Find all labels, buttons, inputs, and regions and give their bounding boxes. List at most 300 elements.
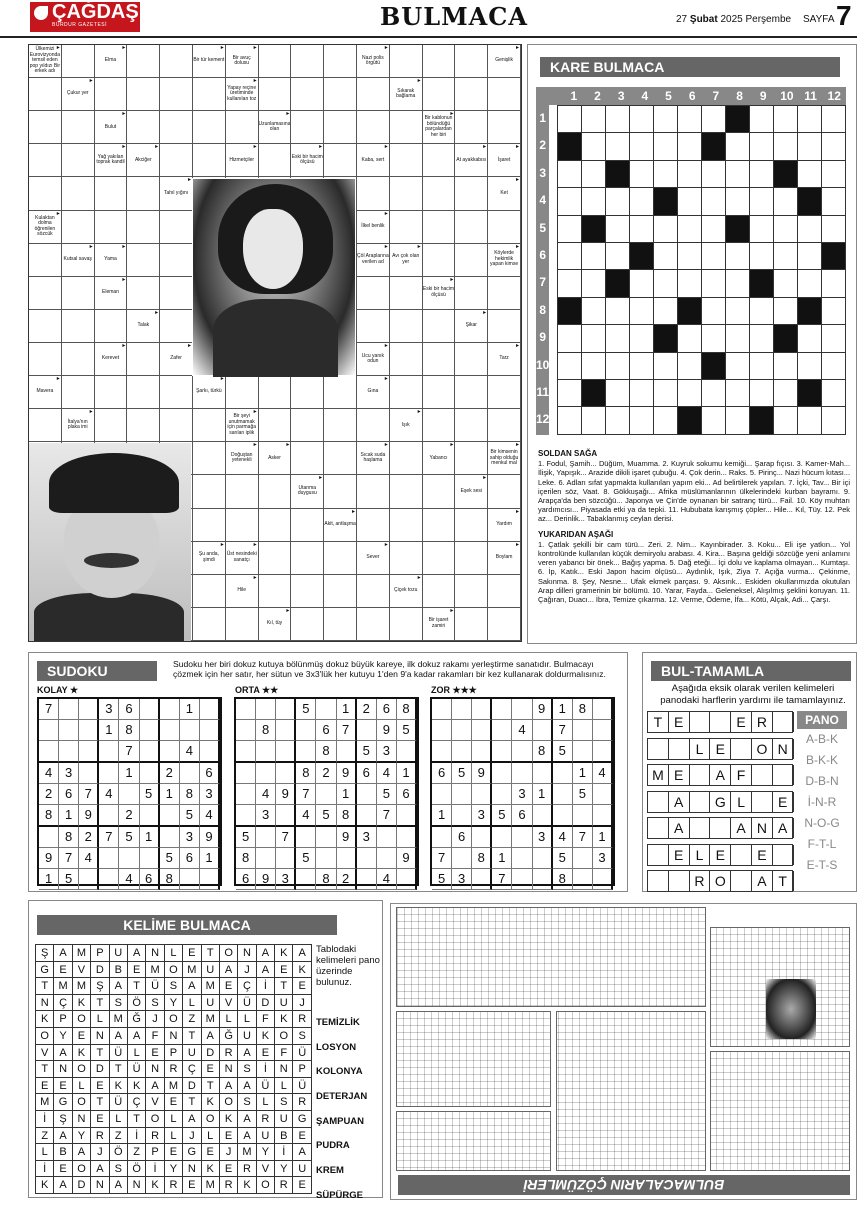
crossword-cell	[488, 277, 521, 310]
sudoku-cell	[593, 805, 613, 827]
kare-col-number: 4	[641, 89, 649, 103]
sudoku-cell: 7	[59, 848, 79, 869]
kelime-letter: L	[73, 1078, 91, 1095]
crossword-cell	[29, 144, 62, 177]
sudoku-cell	[573, 720, 593, 741]
kare-cell	[582, 298, 606, 325]
sudoku-cell: 5	[553, 741, 573, 763]
kelime-letter: N	[91, 1177, 109, 1194]
kelime-letter: L	[257, 1094, 275, 1111]
crossword-clue: Kıl, tüy ▸	[259, 608, 292, 641]
sudoku-cell: 4	[512, 720, 532, 741]
crossword-cell	[357, 78, 390, 111]
crossword-clue: İlkel benlik ▸	[357, 211, 390, 244]
crossword-cell	[291, 111, 324, 144]
kelime-letter: U	[238, 1028, 256, 1045]
kelime-instruction: Tablodaki kelimeleri pano üzerinde bulunuz.	[316, 944, 380, 988]
bul-cell	[731, 739, 752, 759]
crossword-clue: Yağ yakılan toprak kandil ▸	[95, 144, 128, 177]
crossword-clue: Mavera ▸	[29, 376, 62, 409]
sudoku-cell: 2	[357, 699, 377, 720]
crossword-cell	[95, 211, 128, 244]
kelime-letter: J	[293, 995, 311, 1012]
kelime-letter: E	[293, 1177, 311, 1194]
answer-crossword-2	[396, 1011, 551, 1107]
sudoku-cell: 4	[119, 869, 139, 890]
sudoku-cell	[337, 848, 357, 869]
kelime-letter: O	[146, 1111, 164, 1128]
sudoku-cell: 5	[377, 784, 397, 805]
kelime-letter: E	[220, 1161, 238, 1178]
kare-cell	[630, 325, 654, 352]
kare-cell	[774, 106, 798, 133]
crossword-cell	[390, 376, 423, 409]
crossword-cell	[62, 45, 95, 78]
crossword-clue: Eski bir hacim ölçüsü ▸	[423, 277, 456, 310]
crossword-clue: Şikar ▸	[455, 310, 488, 343]
sudoku-cell	[512, 741, 532, 763]
kare-cell	[750, 380, 774, 407]
sudoku-cell: 9	[200, 827, 220, 848]
kelime-letter: A	[238, 1128, 256, 1145]
kare-cell	[774, 298, 798, 325]
kelime-letter: G	[183, 1144, 201, 1161]
kelime-letter: Ü	[128, 1061, 146, 1078]
kare-cell	[822, 270, 846, 297]
kelime-letter: K	[110, 1078, 128, 1095]
crossword-cell	[455, 343, 488, 376]
bul-cell: E	[752, 845, 773, 865]
sudoku-cell: 5	[59, 869, 79, 890]
sudoku-cell	[357, 720, 377, 741]
sudoku-cell: 6	[119, 699, 139, 720]
crossword-cell	[423, 409, 456, 442]
crossword-clue: Sıkarak bağlama ▸	[390, 78, 423, 111]
sudoku-cell: 2	[316, 763, 336, 784]
kare-cell	[702, 216, 726, 243]
kelime-letter: N	[165, 1028, 183, 1045]
crossword-clue: Genişlik ▸	[488, 45, 521, 78]
bul-cell: L	[731, 792, 752, 812]
sudoku-cell	[79, 763, 99, 784]
crossword-cell	[29, 310, 62, 343]
kelime-letter: K	[275, 945, 293, 962]
kelime-letter: K	[73, 1045, 91, 1062]
bul-row	[647, 791, 793, 813]
kare-cell	[702, 298, 726, 325]
sudoku-cell	[452, 784, 472, 805]
sudoku-cell: 2	[119, 805, 139, 827]
sudoku-cell	[236, 699, 256, 720]
crossword-clue: Sıcak suda haşlama ▸	[357, 442, 390, 475]
sudoku-cell: 6	[397, 784, 417, 805]
kare-row-number: 8	[539, 302, 547, 317]
kare-row-number: 6	[539, 247, 547, 262]
kare-black-cell	[654, 188, 678, 215]
bul-cell: N	[752, 818, 773, 838]
kelime-letter: M	[202, 1011, 220, 1028]
crossword-cell	[390, 475, 423, 508]
bul-cell	[773, 765, 794, 785]
crossword-clue: Doğuştan yetenekli ▸	[226, 442, 259, 475]
crossword-cell	[160, 111, 193, 144]
kelime-letter: L	[238, 1011, 256, 1028]
sudoku-cell: 5	[452, 763, 472, 784]
sudoku-cell	[452, 699, 472, 720]
crossword-cell	[390, 343, 423, 376]
crossword-clue: Sever ▸	[357, 542, 390, 575]
crossword-cell	[62, 144, 95, 177]
bul-cell: A	[669, 792, 690, 812]
crossword-cell	[390, 111, 423, 144]
sudoku-cell	[79, 699, 99, 720]
crossword-cell	[160, 45, 193, 78]
kelime-letter: U	[257, 1128, 275, 1145]
bul-tamamla-section	[642, 652, 857, 892]
crossword-cell	[291, 376, 324, 409]
kelime-letter: A	[238, 1078, 256, 1095]
kare-black-cell	[606, 270, 630, 297]
crossword-cell	[29, 277, 62, 310]
kelime-letter: T	[275, 978, 293, 995]
kelime-letter: J	[91, 1144, 109, 1161]
bul-cell: A	[710, 765, 731, 785]
sudoku-cell	[79, 720, 99, 741]
pano-item: N-O-G	[804, 816, 840, 830]
sudoku-cell: 3	[533, 827, 553, 848]
sudoku-cell: 1	[140, 827, 160, 848]
crossword-cell	[291, 542, 324, 575]
kelime-letter: L	[91, 1011, 109, 1028]
sudoku-cell: 8	[337, 805, 357, 827]
sudoku-cell	[492, 784, 512, 805]
answer-sudoku-grids	[396, 907, 706, 1007]
crossword-cell	[193, 111, 226, 144]
crossword-clue: Kutsal savaş ▸	[62, 244, 95, 277]
kelime-letter: E	[293, 1128, 311, 1145]
kelime-letter: O	[165, 962, 183, 979]
sudoku-cell	[316, 848, 336, 869]
sudoku-cell: 6	[180, 848, 200, 869]
kare-cell	[654, 106, 678, 133]
sudoku-cell: 5	[397, 720, 417, 741]
crossword-cell	[455, 542, 488, 575]
sudoku-cell: 9	[397, 848, 417, 869]
sudoku-cell	[533, 720, 553, 741]
sudoku-cell: 6	[59, 784, 79, 805]
kelime-letter: S	[110, 1161, 128, 1178]
kelime-letter: K	[36, 1177, 54, 1194]
kelime-letter: L	[165, 1128, 183, 1145]
sudoku-section	[28, 652, 628, 892]
crossword-clue: Kerevet ▸	[95, 343, 128, 376]
logo-name: ÇAĞDAŞ	[52, 1, 139, 23]
kelime-letter: K	[257, 1028, 275, 1045]
kelime-letter: N	[146, 1061, 164, 1078]
kare-cell	[678, 243, 702, 270]
kare-cell	[822, 161, 846, 188]
crossword-clue: Uzunlamasına olan ▸	[259, 111, 292, 144]
crossword-cell	[357, 177, 390, 210]
kare-cell	[606, 380, 630, 407]
kare-cell	[582, 407, 606, 434]
answer-kare-grid	[710, 1051, 850, 1171]
crossword-cell	[62, 111, 95, 144]
crossword-cell	[95, 78, 128, 111]
sudoku-cell	[296, 741, 316, 763]
kelime-letter: U	[275, 1111, 293, 1128]
crossword-cell	[488, 409, 521, 442]
crossword-cell	[259, 575, 292, 608]
crossword-cell	[291, 575, 324, 608]
crossword-cell	[423, 376, 456, 409]
kelime-letter: E	[128, 962, 146, 979]
kelime-letter: A	[91, 1161, 109, 1178]
kelime-letter: D	[183, 1078, 201, 1095]
kelime-letter: A	[146, 1078, 164, 1095]
kare-col-number: 1	[570, 89, 578, 103]
bul-cell: N	[773, 739, 794, 759]
kare-black-cell	[798, 380, 822, 407]
kare-cell	[630, 353, 654, 380]
crossword-clue: At ayakkabısı ▸	[455, 144, 488, 177]
crossword-cell	[291, 509, 324, 542]
sudoku-cell	[452, 720, 472, 741]
sudoku-cell	[573, 869, 593, 890]
crossword-cell	[357, 608, 390, 641]
kelime-letter: K	[36, 1011, 54, 1028]
kare-cell	[654, 161, 678, 188]
kelime-letter: U	[202, 962, 220, 979]
kelime-letter: Y	[54, 1028, 72, 1045]
sudoku-cell: 1	[397, 763, 417, 784]
crossword-cell	[324, 144, 357, 177]
sudoku-cell: 9	[39, 848, 59, 869]
kelime-letter: K	[238, 1177, 256, 1194]
kelime-letter: Ş	[54, 1111, 72, 1128]
sudoku-cell	[140, 720, 160, 741]
sudoku-cell	[256, 699, 276, 720]
sudoku-title: SUDOKU	[37, 661, 157, 681]
kelime-letter: Z	[183, 1011, 201, 1028]
kelime-letter: Ç	[183, 1061, 201, 1078]
kare-col-number: 8	[736, 89, 743, 103]
yukaridan-title: YUKARIDAN AŞAĞI	[538, 529, 614, 539]
sudoku-cell	[397, 805, 417, 827]
kelime-letter: Ü	[238, 995, 256, 1012]
kare-row-number: 2	[539, 138, 547, 153]
kare-cell	[750, 133, 774, 160]
sudoku-cell: 3	[512, 784, 532, 805]
sudoku-cell: 6	[452, 827, 472, 848]
sudoku-cell: 8	[180, 784, 200, 805]
bul-cell: E	[669, 845, 690, 865]
kelime-letter: K	[202, 1094, 220, 1111]
kelime-letter: N	[275, 1061, 293, 1078]
sudoku-cell	[256, 763, 276, 784]
sudoku-cell	[553, 784, 573, 805]
kare-black-cell	[750, 270, 774, 297]
sudoku-cell: 6	[316, 720, 336, 741]
sudoku-cell	[79, 741, 99, 763]
bul-cell	[669, 871, 690, 891]
kelime-letter: A	[54, 1177, 72, 1194]
kare-cell	[822, 298, 846, 325]
kare-cell	[558, 380, 582, 407]
kelime-word: SÜPÜRGE	[316, 1189, 363, 1201]
bul-cell: M	[648, 765, 669, 785]
sudoku-cell: 1	[593, 827, 613, 848]
sudoku-cell	[512, 848, 532, 869]
kelime-letter: B	[54, 1144, 72, 1161]
kare-black-cell	[702, 353, 726, 380]
kelime-letter: N	[146, 945, 164, 962]
sudoku-cell	[316, 699, 336, 720]
kelime-letter: İ	[128, 1128, 146, 1145]
kelime-letter: Ş	[36, 945, 54, 962]
bul-cell: T	[773, 871, 794, 891]
crossword-cell	[324, 475, 357, 508]
kelime-letter: G	[36, 962, 54, 979]
sudoku-cell: 6	[512, 805, 532, 827]
kelime-letter: J	[183, 1128, 201, 1145]
kare-cell	[582, 270, 606, 297]
crossword-photo-man	[29, 443, 191, 641]
sudoku-cell	[140, 848, 160, 869]
kelime-letter: A	[220, 962, 238, 979]
sudoku-cell	[160, 741, 180, 763]
kelime-letter: P	[54, 1011, 72, 1028]
crossword-clue: Gına ▸	[357, 376, 390, 409]
sudoku-cell: 4	[99, 784, 119, 805]
crossword-clue: Bulut ▸	[95, 111, 128, 144]
crossword-cell	[455, 211, 488, 244]
kare-cell	[750, 188, 774, 215]
kelime-letter: A	[54, 1045, 72, 1062]
kelime-letter: E	[202, 1144, 220, 1161]
sudoku-cell: 9	[256, 869, 276, 890]
crossword-cell	[423, 177, 456, 210]
sudoku-cell	[236, 805, 256, 827]
kelime-letter: K	[293, 962, 311, 979]
sudoku-cell	[337, 741, 357, 763]
crossword-cell	[127, 45, 160, 78]
kare-cell	[630, 298, 654, 325]
kelime-letter: J	[220, 1144, 238, 1161]
kelime-letter: Z	[110, 1128, 128, 1145]
kare-grid	[557, 105, 846, 435]
sudoku-cell: 2	[39, 784, 59, 805]
kelime-letter: Y	[257, 1144, 275, 1161]
sudoku-cell	[160, 720, 180, 741]
crossword-cell	[488, 310, 521, 343]
crossword-cell	[455, 244, 488, 277]
sudoku-cell: 4	[377, 869, 397, 890]
sudoku-cell	[357, 784, 377, 805]
kelime-word: KREM	[316, 1165, 344, 1177]
kelime-letter: Ü	[146, 978, 164, 995]
kelime-letter: S	[110, 995, 128, 1012]
sudoku-cell	[512, 763, 532, 784]
kare-cell	[582, 188, 606, 215]
crossword-clue: Kulaktan dolma öğrenilen sözcük ▸	[29, 211, 62, 244]
sudoku-cell	[99, 869, 119, 890]
page-header	[0, 0, 857, 38]
kare-cell	[774, 270, 798, 297]
crossword-clue: Bir avuç dolusu ▸	[226, 45, 259, 78]
crossword-clue: Bir kablonun bölündüğü parçalardan her biri ▸	[423, 111, 456, 144]
kare-cell	[702, 380, 726, 407]
crossword-cell	[324, 575, 357, 608]
crossword-clue: Yama ▸	[95, 244, 128, 277]
kelime-letter: P	[293, 1061, 311, 1078]
logo-subtitle: BURDUR GAZETESİ	[52, 22, 108, 28]
crossword-cell	[455, 575, 488, 608]
crossword-cell	[390, 542, 423, 575]
crossword-cell	[423, 509, 456, 542]
kelime-letter: G	[293, 1111, 311, 1128]
sudoku-cell: 7	[276, 827, 296, 848]
crossword-clue: Ucu yanık odun ▸	[357, 343, 390, 376]
kelime-letter: S	[146, 995, 164, 1012]
kare-cell	[678, 216, 702, 243]
sudoku-cell: 9	[276, 784, 296, 805]
kare-cell	[678, 188, 702, 215]
crossword-clue: Şarkı, türkü ▸	[193, 376, 226, 409]
kelime-letter: Ü	[110, 1094, 128, 1111]
bul-rows	[647, 711, 793, 897]
kelime-letter: K	[73, 995, 91, 1012]
sudoku-cell: 1	[553, 699, 573, 720]
crossword-cell	[259, 509, 292, 542]
kare-cell	[558, 188, 582, 215]
sudoku-cell	[452, 805, 472, 827]
kelime-letter: U	[110, 945, 128, 962]
sudoku-cell	[512, 699, 532, 720]
sudoku-cell	[533, 763, 553, 784]
bul-cell	[773, 845, 794, 865]
yukaridan-clues: 1. Çatlak şekilli bir cam türü... Zeri. 2. Nim... Kayınbirader. 3. Koku... Eli işe yatkın... Yol kontrolünde kullanılan küçük demiryolu arabası. 4. Kira... Başına geldiği sözcüğe yeni anlamını veren yabancı bir önek... Bağış yapma. 5. Dağ eteği... İçi dolu ve kaplama olmayan... Kumtaşı. 6. İp, Katık... Eski Japon hacim ölçüsü... Aydınlık, Işık, Ziya 7. Açığa vurma... Çekinme, Sakınma. 8. Şey, Nesne... Ufak ekmek parçası. 9. Aksırık... Eskiden okullarımızda okutulan Arap dilleri gramerinin bir bölümü. 10. Yarar, Fayda... Geleneksel, Alışılmış şeklini koruyan. 11. Çağıran, Duacı... İbra, Temize çıkarma. 12. Verme, Ödeme, İfa... Kötü, Alçak, Adi... Çarşı.	[538, 539, 850, 605]
sudoku-cell: 4	[39, 763, 59, 784]
kare-cell	[678, 133, 702, 160]
sudoku-cell: 1	[119, 763, 139, 784]
sudoku-cell: 5	[236, 827, 256, 848]
kelime-letter: E	[36, 1078, 54, 1095]
kare-cell	[702, 243, 726, 270]
kelime-letter: T	[110, 1061, 128, 1078]
sudoku-cell	[492, 741, 512, 763]
crossword-cell	[160, 376, 193, 409]
bul-cell	[648, 871, 669, 891]
kelime-letter: E	[54, 1161, 72, 1178]
bul-cell: A	[752, 871, 773, 891]
sudoku-cell: 6	[200, 763, 220, 784]
kare-col-number: 10	[780, 89, 794, 103]
kelime-letter: E	[202, 1061, 220, 1078]
bul-cell: R	[690, 871, 711, 891]
kelime-letter: N	[183, 1161, 201, 1178]
kare-cell	[582, 106, 606, 133]
kare-black-cell	[798, 188, 822, 215]
bul-cell: G	[710, 792, 731, 812]
page-title: BULMACA	[380, 2, 528, 31]
sudoku-cell: 3	[59, 763, 79, 784]
kare-cell	[798, 106, 822, 133]
crossword-cell	[324, 45, 357, 78]
sudoku-cell	[140, 741, 160, 763]
kelime-letter: M	[146, 962, 164, 979]
crossword-cell	[423, 144, 456, 177]
